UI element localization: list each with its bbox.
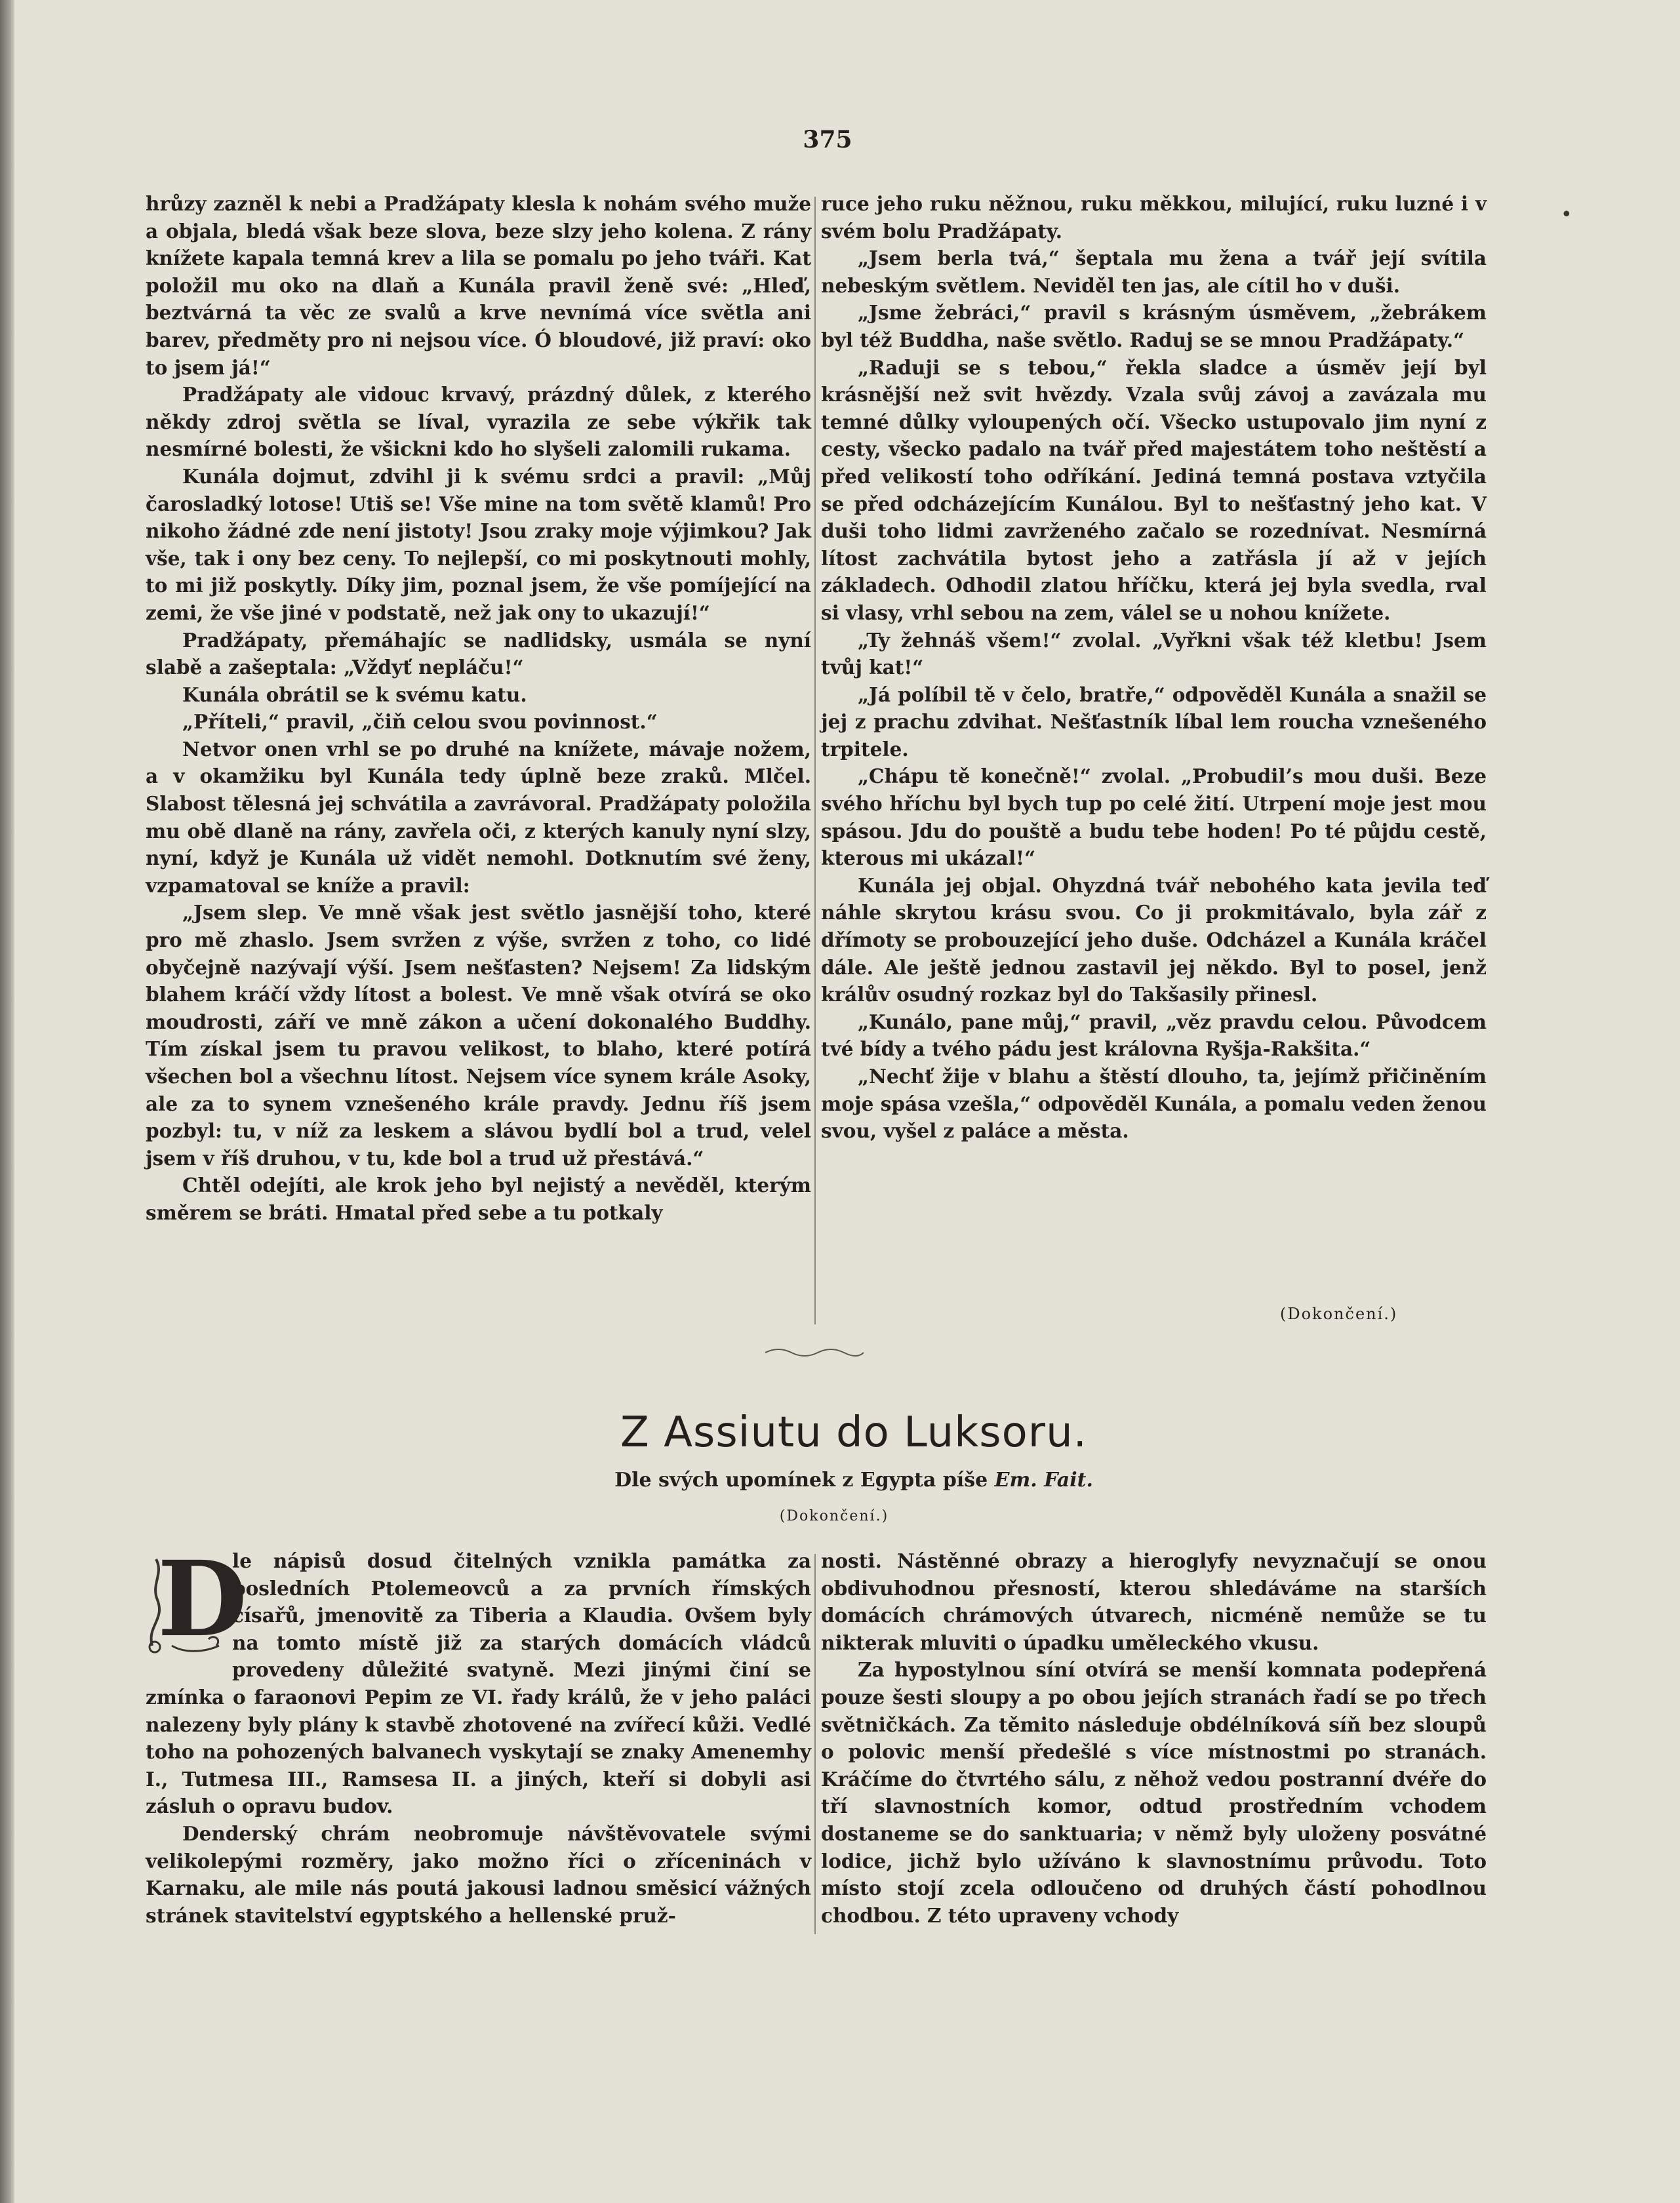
section-ornament <box>762 1343 867 1362</box>
story-column-left <box>146 190 811 1227</box>
book-page <box>14 0 1680 2203</box>
article-column-right <box>821 1547 1487 1929</box>
article-paragraph: Za hypostylnou síní otvírá se menší komnata podepřená pouze šesti sloupy a po obou jejích stranách řadí se po třech světničkách. Za těmito následuje obdélníková síň bez sloupů o polovic menší předešlé s více místnostmi po stranách. Kráčíme do čtvrtého sálu, z něhož vedou postranní dvéře do tří slavnostních komor, odtud prostředním vchodem dostaneme se do sanktuaria; v němž byly uloženy posvátné lodice, jichž bylo užíváno k slavnostnímu průvodu. Toto místo stojí zcela odloučeno od druhých částí pohodlnou chodbou. Z této upraveny vchody <box>821 1658 1487 1927</box>
story-paragraph: Pradžápaty, přemáhajíc se nadlidsky, usmála se nyní slabě a zašeptala: „Vždyť nepláču!“ <box>146 628 811 679</box>
story-paragraph: „Kunálo, pane můj,“ pravil, „věz pravdu celou. Původcem tvé bídy a tvého pádu jest královna Ryšja-Rakšita.“ <box>821 1010 1487 1061</box>
story-end-note: (Dokončení.) <box>1280 1305 1398 1323</box>
story-paragraph: „Jsme žebráci,“ pravil s krásným úsměvem, „žebrákem byl též Buddha, naše světlo. Raduj se se mnou Pradžápaty.“ <box>821 301 1487 351</box>
story-paragraph: „Raduji se s tebou,“ řekla sladce a úsměv její byl krásnější než svit hvězdy. Vzala svůj závoj a zavázala mu temné důlky vyloupených očí. Všecko ustupovalo jim nyní z cesty, všecko padalo na tvář před majestátem toho neštěstí a před velikostí toho odříkání. Jediná temná postava vztyčila se před odcházejícím Kunálou. Byl to nešťastný jeho kat. V duši toho lidmi zavrženého začalo se rozednívat. Nesmírná lítost zachvátila bytost jeho a zatřásla jí až v jejích základech. Odhodil zlatou hříčku, která jej byla svedla, rval si vlasy, vrhl sebou na zem, válel se u nohou knížete. <box>821 355 1487 624</box>
column-rule <box>814 1554 816 1934</box>
article-paragraph: le nápisů dosud čitelných vznikla památka za posledních Ptolemeovců a za prvních římských císařů, jmenovitě za Tiberia a Klaudia. Ovšem byly na tomto místě již za starých domácích vládců provedeny důležité svatyně. Mezi jinými činí se zmínka o faraonovi Pepim ze VI. řady králů, že v jeho paláci nalezeny byly plány k stavbě zhotovené na zvířecí kůži. Vedlé toho na pohozených balvanech vyskytají se znaky Amenemhy I., Tutmesa III., Ramsesa II. a jiných, kteří si dobyli asi zásluh o opravu budov. <box>146 1549 811 1818</box>
story-paragraph: „Příteli,“ pravil, „čiň celou svou povinnost.“ <box>182 710 658 734</box>
byline-author: Em. Fait. <box>994 1469 1093 1492</box>
dropcap-ornament <box>146 1539 248 1660</box>
byline-prefix: Dle svých upomínek z Egypta píše <box>614 1469 988 1492</box>
story-paragraph: Kunála jej objal. Ohyzdná tvář nebohého kata jevila teď náhle skrytou krásu svou. Co ji prokmitávalo, byla zář z dřímoty se probouzející jeho duše. Odcházel a Kunála kráčel dále. Ale ještě jednou zastavil jej někdo. Byl to posel, jenž králův osudný rozkaz byl do Takšasily přinesl. <box>821 873 1487 1006</box>
story-paragraph: ruce jeho ruku něžnou, ruku měkkou, milující, ruku luzné i v svém bolu Pradžápaty. <box>821 192 1487 243</box>
story-paragraph: „Jsem slep. Ve mně však jest světlo jasnější toho, které pro mě zhaslo. Jsem svržen z výše, svržen z toho, co lidé obyčejně nazývají výší. Jsem nešťasten? Nejsem! Za lidským blahem kráčí vždy lítost a bolest. Ve mně však otvírá se oko moudrosti, září ve mně zákon a učení dokonalého Buddhy. Tím získal jsem tu pravou velikost, to blaho, které potírá všechen bol a všechnu lítost. Nejsem více synem krále Asoky, ale za to synem vznešeného krále pravdy. Jednu říš jsem pozbyl: tu, v níž za leskem a slávou bydlí bol a trud, velel jsem v říš druhou, v tu, kde bol a trud už přestává.“ <box>146 901 811 1170</box>
story-paragraph: Pradžápaty ale vidouc krvavý, prázdný důlek, z kterého někdy zdroj světla se líval, vyrazila ze sebe výkřik tak nesmírné bolesti, že všickni kdo ho slyšeli zalomili rukama. <box>146 383 811 461</box>
story-paragraph: „Chápu tě konečně!“ zvolal. „Probudil’s mou duši. Beze svého hříchu byl bych tup po celé žití. Utrpení moje jest mou spásou. Jdu do pouště a budu tebe hoden! Po té půjdu cestě, kterous mi ukázal!“ <box>821 764 1487 870</box>
dropcap-letter: D <box>157 1539 248 1660</box>
story-paragraph: Kunála dojmut, zdvihl ji k svému srdci a pravil: „Můj čarosladký lotose! Utiš se! Vše mine na tom světě klamů! Pro nikoho žádné zde není jistoty! Jsou zraky moje výjimkou? Jak vše, tak i ony bez ceny. To nejlepší, co mi poskytnouti mohly, to mi již poskytly. Díky jim, poznal jsem, že vše pomíjející na zemi, že vše jiné v podstatě, než jak ony to ukazují!“ <box>146 464 811 624</box>
story-paragraph: „Ty žehnáš všem!“ zvolal. „Vyřkni však též kletbu! Jsem tvůj kat!“ <box>821 628 1487 679</box>
article-paragraph: Denderský chrám neobromuje návštěvovatele svými velikolepými rozměry, jako možno říci o zříceninách v Karnaku, ale mile nás poutá jakousi ladnou směsicí vážných stránek stavitelství egyptského a hellenské pruž- <box>146 1821 811 1927</box>
page-number: 375 <box>803 126 852 153</box>
article-byline <box>473 1469 1234 1492</box>
continued-note: (Dokončení.) <box>779 1508 889 1524</box>
article-paragraph: nosti. Nástěnné obrazy a hieroglyfy nevyznačují se onou obdivuhodnou přesností, kterou shledáváme na starších domácích chrámových útvarech, nicméně nemůže se tu nikterak mluviti o úpadku uměleckého vkusu. <box>821 1549 1487 1654</box>
story-paragraph: Chtěl odejíti, ale krok jeho byl nejistý a nevěděl, kterým směrem se bráti. Hmatal před sebe a tu potkaly <box>146 1174 811 1224</box>
story-paragraph: Netvor onen vrhl se po druhé na knížete, mávaje nožem, a v okamžiku byl Kunála tedy úplně beze zraků. Mlčel. Slabost tělesná jej schvátila a zavrávoral. Pradžápaty položila mu obě dlaně na rány, zavřela oči, z kterých kanuly nyní slzy, nyní, když je Kunála už vidět nemohl. Dotknutím své ženy, vzpamatoval se kníže a pravil: <box>146 737 811 897</box>
story-paragraph: „Jsem berla tvá,“ šeptala mu žena a tvář její svítila nebeským světlem. Neviděl ten jas, ale cítil ho v duši. <box>821 247 1487 297</box>
story-column-right <box>821 190 1487 1145</box>
story-paragraph: hrůzy zazněl k nebi a Pradžápaty klesla k nohám svého muže a objala, bledá však beze slova, beze slzy jeho kolena. Z rány knížete kapala temná krev a lila se pomalu po jeho tváři. Kat položil mu oko na dlaň a Kunála pravil ženě své: „Hleď, beztvárná ta věc ze svalů a krve nevnímá více světla ani barev, předměty pro ni nejsou více. Ó bloudové, již praví: oko to jsem já!“ <box>146 192 811 379</box>
story-paragraph: „Nechť žije v blahu a štěstí dlouho, ta, jejímž přičiněním moje spása vzešla,“ odpověděl Kunála, a pomalu veden ženou svou, vyšel z paláce a města. <box>821 1065 1487 1143</box>
column-rule <box>814 197 816 1324</box>
story-paragraph: „Já políbil tě v čelo, bratře,“ odpověděl Kunála a snažil se jej z prachu zdvihat. Nešťastník líbal lem roucha vznešeného trpitele. <box>821 683 1487 761</box>
article-column-left <box>146 1539 811 1929</box>
story-paragraph: Kunála obrátil se k svému katu. <box>182 683 527 706</box>
margin-speck: • <box>1561 203 1572 226</box>
book-spine-shadow <box>0 0 14 2203</box>
article-title: Z Assiutu do Luksoru. <box>620 1408 1087 1457</box>
